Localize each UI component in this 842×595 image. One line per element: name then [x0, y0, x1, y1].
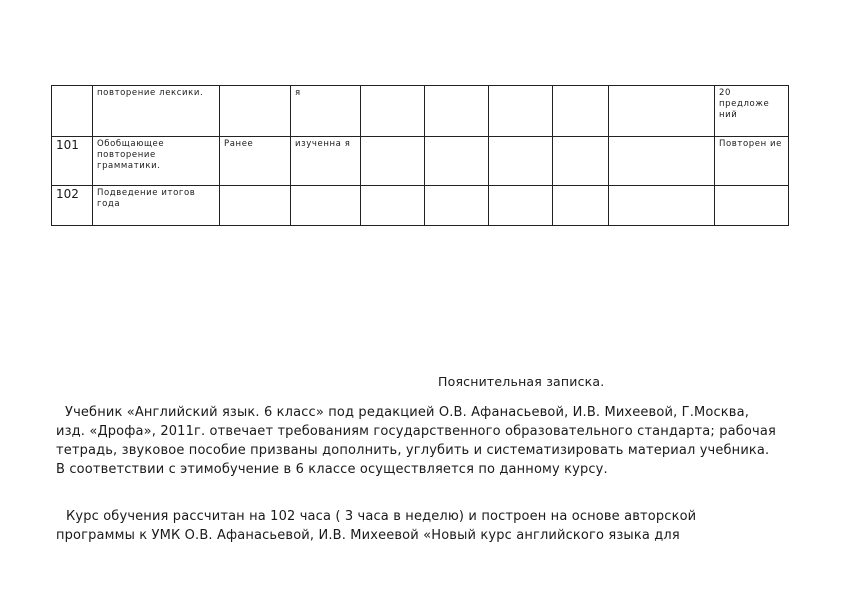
table-cell: 20 предложе ний — [715, 86, 789, 137]
note-paragraph: Учебник «Английский язык. 6 класс» под редакцией О.В. Афанасьевой, И.В. Михеевой, Г.Москва, изд. «Дрофа», 2011г. отвечает требованиям государственного образовательного стандарта; рабочая тетрадь, звуковое пособие призваны дополнить, углубить и систематизировать материал учебника. В соответствии с этимобучение в 6 классе осуществляется по данному курсу. — [56, 405, 776, 477]
table-cell-number: 102 — [52, 186, 93, 226]
table-cell: Повторен ие — [715, 137, 789, 186]
table-cell: изученна я — [291, 137, 361, 186]
table-cell-topic: Подведение итогов года — [93, 186, 220, 226]
explanatory-note-title: Пояснительная записка. — [438, 374, 605, 389]
table-cell — [553, 86, 609, 137]
table-cell — [609, 86, 715, 137]
table-cell — [291, 186, 361, 226]
table-cell — [220, 86, 291, 137]
table-cell — [553, 186, 609, 226]
table-cell — [425, 186, 489, 226]
table-cell — [361, 86, 425, 137]
table-cell — [489, 137, 553, 186]
table-cell: я — [291, 86, 361, 137]
table-cell — [489, 86, 553, 137]
table-cell — [361, 186, 425, 226]
table-cell — [361, 137, 425, 186]
note-paragraph: Курс обучения рассчитан на 102 часа ( 3 часа в неделю) и построен на основе авторской программы к УМК О.В. Афанасьевой, И.В. Михеевой «Новый курс английского языка для — [56, 509, 697, 543]
table-cell — [425, 86, 489, 137]
table-cell — [220, 186, 291, 226]
table-cell — [609, 137, 715, 186]
table-cell-number: 101 — [52, 137, 93, 186]
table-cell-topic: повторение лексики. — [93, 86, 220, 137]
table-cell: Ранее — [220, 137, 291, 186]
table-cell-number — [52, 86, 93, 137]
table-cell-topic: Обобщающее повторение грамматики. — [93, 137, 220, 186]
table-cell — [489, 186, 553, 226]
lesson-plan-table — [51, 85, 789, 226]
table-cell — [715, 186, 789, 226]
table-cell — [553, 137, 609, 186]
table-cell — [609, 186, 715, 226]
table-row — [52, 137, 789, 186]
table-row — [52, 186, 789, 226]
table-row — [52, 86, 789, 137]
table-cell — [425, 137, 489, 186]
